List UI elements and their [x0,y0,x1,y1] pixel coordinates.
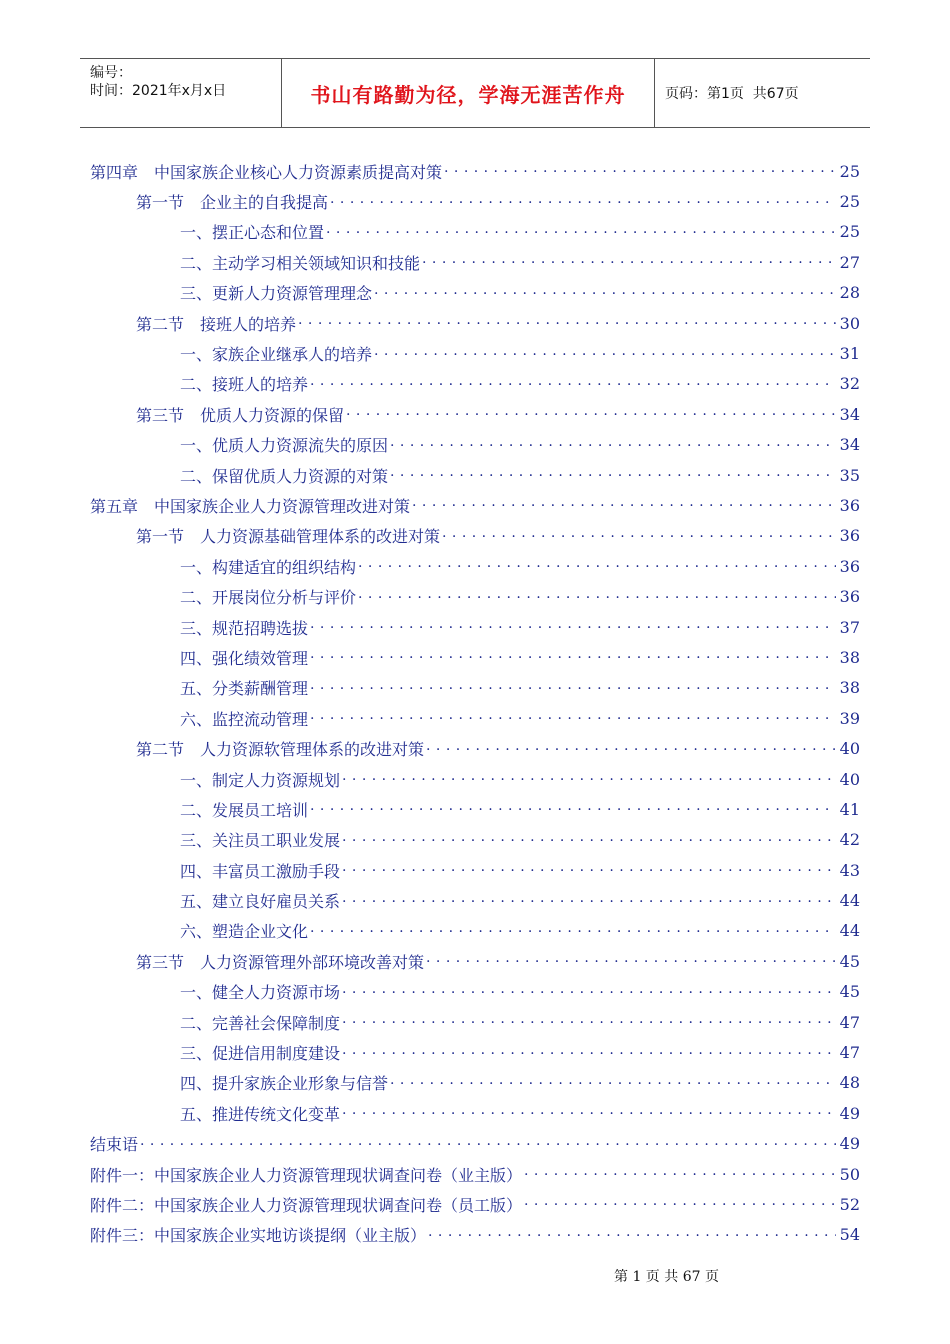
toc-entry[interactable] [90,156,860,186]
toc-entry[interactable] [90,703,860,733]
toc-leader-dots [412,495,836,515]
toc-entry-title: 第一节 企业主的自我提高 [136,190,330,213]
toc-entry[interactable] [90,460,860,490]
toc-entry-title: 一、摆正心态和位置 [180,220,326,243]
header-slogan: 书山有路勤为径，学海无涯苦作舟 [282,59,655,127]
toc-entry-title: 一、家族企业继承人的培养 [180,342,374,365]
toc-entry-title: 附件三：中国家族企业实地访谈提纲（业主版） [90,1223,428,1246]
toc-entry-page: 42 [836,830,860,849]
toc-entry[interactable] [90,1159,860,1189]
toc-entry-title: 结束语 [90,1132,140,1155]
toc-leader-dots [326,222,836,242]
toc-entry-page: 44 [836,891,860,910]
toc-entry-title: 六、塑造企业文化 [180,919,310,942]
toc-entry-page: 25 [836,222,860,241]
toc-leader-dots [342,769,836,789]
toc-entry[interactable] [90,490,860,520]
header-page-info-text: 页码：第1页 共67页 [665,86,799,102]
toc-entry[interactable] [90,186,860,216]
toc-entry-page: 36 [836,496,860,515]
toc-entry-page: 43 [836,861,860,880]
toc-leader-dots [310,799,836,819]
toc-entry[interactable] [90,338,860,368]
toc-entry-title: 一、构建适宜的组织结构 [180,555,358,578]
toc-leader-dots [298,313,836,333]
toc-entry-page: 49 [836,1104,860,1123]
toc-leader-dots [342,1012,836,1032]
toc-leader-dots [310,921,836,941]
toc-leader-dots [310,617,836,637]
toc-leader-dots [140,1134,836,1154]
toc-entry-page: 40 [836,739,860,758]
toc-leader-dots [342,891,836,911]
toc-entry-page: 45 [836,982,860,1001]
toc-entry-title: 三、促进信用制度建设 [180,1041,342,1064]
toc-entry-title: 附件二：中国家族企业人力资源管理现状调查问卷（员工版） [90,1193,524,1216]
toc-entry[interactable] [90,612,860,642]
toc-entry-title: 第三节 人力资源管理外部环境改善对策 [136,950,426,973]
toc-entry[interactable] [90,764,860,794]
toc-entry-title: 二、完善社会保障制度 [180,1011,342,1034]
toc-entry-title: 四、强化绩效管理 [180,646,310,669]
toc-entry[interactable] [90,946,860,976]
toc-entry-page: 44 [836,921,860,940]
toc-entry[interactable] [90,733,860,763]
toc-leader-dots [310,374,836,394]
toc-leader-dots [358,587,836,607]
table-of-contents [90,156,860,1250]
toc-entry-page: 47 [836,1043,860,1062]
toc-entry-title: 第二节 接班人的培养 [136,312,298,335]
toc-entry-title: 第五章 中国家族企业人力资源管理改进对策 [90,494,412,517]
toc-entry[interactable] [90,794,860,824]
toc-entry-title: 二、主动学习相关领域知识和技能 [180,251,422,274]
toc-leader-dots [358,556,836,576]
toc-leader-dots [428,1225,836,1245]
toc-leader-dots [426,951,836,971]
toc-entry-page: 34 [836,435,860,454]
toc-entry[interactable] [90,916,860,946]
toc-entry-page: 54 [836,1225,860,1244]
toc-leader-dots [524,1194,836,1214]
toc-entry[interactable] [90,1189,860,1219]
toc-entry-page: 27 [836,253,860,272]
toc-entry-title: 第四章 中国家族企业核心人力资源素质提高对策 [90,160,444,183]
toc-entry[interactable] [90,825,860,855]
toc-entry-title: 第一节 人力资源基础管理体系的改进对策 [136,524,442,547]
toc-entry[interactable] [90,581,860,611]
toc-entry[interactable] [90,977,860,1007]
toc-leader-dots [310,647,836,667]
toc-leader-dots [444,161,836,181]
toc-leader-dots [342,1043,836,1063]
toc-leader-dots [426,739,836,759]
toc-entry[interactable] [90,1068,860,1098]
toc-entry-page: 30 [836,314,860,333]
toc-entry-title: 三、规范招聘选拔 [180,616,310,639]
toc-leader-dots [342,830,836,850]
toc-leader-dots [524,1164,836,1184]
toc-entry-title: 五、分类薪酬管理 [180,676,310,699]
toc-entry-title: 一、优质人力资源流失的原因 [180,433,390,456]
toc-leader-dots [310,708,836,728]
toc-entry-title: 第三节 优质人力资源的保留 [136,403,346,426]
header-page-info [655,59,870,127]
toc-entry[interactable] [90,247,860,277]
toc-leader-dots [330,192,836,212]
toc-entry-page: 41 [836,800,860,819]
toc-entry-title: 三、关注员工职业发展 [180,828,342,851]
toc-entry-page: 25 [836,162,860,181]
footer-page-number: 第 1 页 共 67 页 [614,1269,719,1285]
toc-entry-page: 36 [836,526,860,545]
toc-leader-dots [390,1073,836,1093]
toc-entry-page: 50 [836,1165,860,1184]
toc-entry-page: 35 [836,466,860,485]
toc-entry-page: 32 [836,374,860,393]
toc-entry[interactable] [90,1220,860,1250]
toc-entry[interactable] [90,308,860,338]
toc-leader-dots [390,465,836,485]
toc-entry[interactable] [90,278,860,308]
toc-entry[interactable] [90,1129,860,1159]
toc-entry-page: 40 [836,770,860,789]
toc-entry-title: 六、监控流动管理 [180,707,310,730]
toc-leader-dots [374,344,836,364]
toc-leader-dots [342,982,836,1002]
toc-entry[interactable] [90,1098,860,1128]
toc-entry-page: 48 [836,1073,860,1092]
toc-leader-dots [342,860,836,880]
toc-entry-page: 31 [836,344,860,363]
toc-entry-title: 五、推进传统文化变革 [180,1102,342,1125]
toc-entry-page: 49 [836,1134,860,1153]
toc-entry[interactable] [90,1007,860,1037]
toc-leader-dots [346,404,836,424]
toc-entry-title: 五、建立良好雇员关系 [180,889,342,912]
toc-entry-title: 二、开展岗位分析与评价 [180,585,358,608]
toc-entry[interactable] [90,217,860,247]
toc-entry-title: 四、提升家族企业形象与信誉 [180,1071,390,1094]
toc-leader-dots [390,435,836,455]
toc-entry-title: 第二节 人力资源软管理体系的改进对策 [136,737,426,760]
header-meta [80,59,282,127]
toc-entry[interactable] [90,1037,860,1067]
toc-entry-page: 34 [836,405,860,424]
toc-leader-dots [422,252,836,272]
toc-entry-title: 三、更新人力资源管理理念 [180,281,374,304]
toc-entry-page: 38 [836,678,860,697]
toc-leader-dots [374,283,836,303]
toc-entry-page: 38 [836,648,860,667]
toc-entry-title: 一、健全人力资源市场 [180,980,342,1003]
toc-entry[interactable] [90,521,860,551]
toc-entry-title: 附件一：中国家族企业人力资源管理现状调查问卷（业主版） [90,1163,524,1186]
toc-entry-page: 36 [836,557,860,576]
toc-entry-title: 四、丰富员工激励手段 [180,859,342,882]
toc-entry[interactable] [90,673,860,703]
toc-entry-page: 47 [836,1013,860,1032]
toc-leader-dots [310,678,836,698]
toc-entry-page: 52 [836,1195,860,1214]
toc-entry-page: 39 [836,709,860,728]
document-date: 时间：2021年x月x日 [90,83,227,99]
toc-leader-dots [442,526,836,546]
toc-entry-page: 37 [836,618,860,637]
toc-entry[interactable] [90,551,860,581]
toc-entry-title: 二、发展员工培训 [180,798,310,821]
document-number-label: 编号： [90,65,132,81]
page-header [80,58,870,128]
toc-entry-title: 二、接班人的培养 [180,372,310,395]
toc-entry[interactable] [90,430,860,460]
toc-leader-dots [342,1103,836,1123]
toc-entry-title: 一、制定人力资源规划 [180,768,342,791]
toc-entry-title: 二、保留优质人力资源的对策 [180,464,390,487]
toc-entry[interactable] [90,855,860,885]
toc-entry[interactable] [90,885,860,915]
toc-entry[interactable] [90,369,860,399]
toc-entry-page: 45 [836,952,860,971]
toc-entry[interactable] [90,399,860,429]
toc-entry-page: 25 [836,192,860,211]
toc-entry-page: 36 [836,587,860,606]
toc-entry[interactable] [90,642,860,672]
toc-entry-page: 28 [836,283,860,302]
